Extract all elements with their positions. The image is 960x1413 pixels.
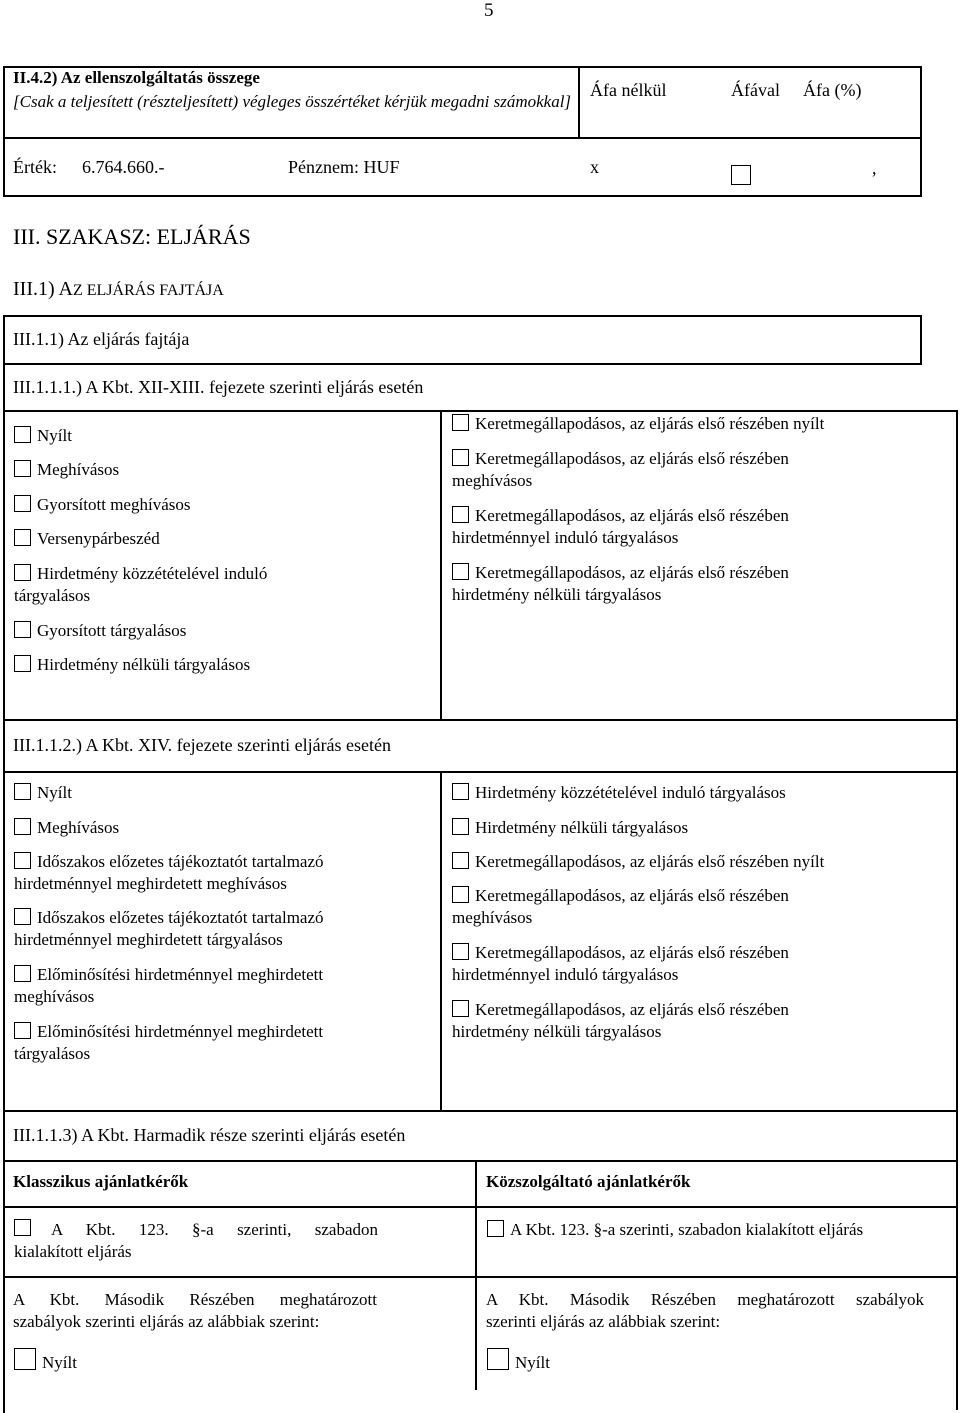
col-gross-label: Áfával xyxy=(731,80,780,100)
gross-checkbox[interactable] xyxy=(731,165,757,188)
option-label-cont: tárgyalásos xyxy=(14,586,91,605)
iii111-opt-keret-nyilt[interactable] xyxy=(452,413,824,435)
iii111-opt-meghivasos[interactable] xyxy=(14,459,119,481)
option-label: Gyorsított meghívásos xyxy=(37,495,191,514)
option-label-cont: meghívásos xyxy=(452,908,533,927)
checkbox[interactable] xyxy=(14,818,31,835)
option-label-cont: tárgyalásos xyxy=(14,1044,91,1063)
checkbox[interactable] xyxy=(14,621,31,638)
net-mark: x xyxy=(590,157,599,177)
iii111-opt-keret-hirdetmeny-nelkuli[interactable] xyxy=(452,562,789,606)
iii112-opt-idoszakos-targyalasos[interactable] xyxy=(14,907,324,951)
value-label: Érték: xyxy=(13,157,57,177)
section-ii42-note: [Csak a teljesített (részteljesített) végleges összértéket kérjük megadni számokkal] xyxy=(13,92,572,111)
option-label: A Kbt. 123. §-a szerinti, szabadon xyxy=(51,1220,378,1239)
iii113-left-text xyxy=(13,1289,377,1333)
section-iii1-prefix: III.1) A xyxy=(13,278,73,300)
option-label: Hirdetmény nélküli tárgyalásos xyxy=(475,818,689,837)
checkbox[interactable] xyxy=(14,1022,31,1039)
option-label-cont: hirdetmény nélküli tárgyalásos xyxy=(452,1022,662,1041)
vat-comma: , xyxy=(872,158,877,178)
checkbox[interactable] xyxy=(452,414,469,431)
iii112-opt-elominositesi-targyalasos[interactable] xyxy=(14,1021,323,1065)
checkbox[interactable] xyxy=(14,426,31,443)
checkbox[interactable] xyxy=(452,783,469,800)
checkbox[interactable] xyxy=(14,495,31,512)
checkbox[interactable] xyxy=(14,529,31,546)
checkbox[interactable] xyxy=(452,886,469,903)
section-ii42-title: II.4.2) Az ellenszolgáltatás összege xyxy=(13,68,260,87)
checkbox[interactable] xyxy=(14,965,31,982)
option-label: Hirdetmény nélküli tárgyalásos xyxy=(37,655,251,674)
option-label-cont: meghívásos xyxy=(14,987,95,1006)
checkbox[interactable] xyxy=(14,852,31,869)
iii112-opt-keret-meghivasos[interactable] xyxy=(452,885,789,929)
option-label: Keretmegállapodásos, az eljárás első részében nyílt xyxy=(475,414,825,433)
iii111-opt-keret-hirdetmennyel[interactable] xyxy=(452,505,789,549)
left-text-line1: A Kbt. Második Részében meghatározott xyxy=(13,1290,377,1309)
right-text-line1: A Kbt. Második Részében meghatározott szabályok xyxy=(486,1290,924,1309)
checkbox[interactable] xyxy=(14,783,31,800)
option-label-cont: meghívásos xyxy=(452,471,533,490)
option-label: Hirdetmény közzétételével induló tárgyalásos xyxy=(475,783,786,802)
option-label: Versenypárbeszéd xyxy=(37,529,160,548)
iii111-opt-keret-meghivasos[interactable] xyxy=(452,448,789,492)
checkbox[interactable] xyxy=(452,563,469,580)
option-label: Keretmegállapodásos, az eljárás első részében xyxy=(475,1000,789,1019)
iii111-opt-hirdetmeny-kozz[interactable] xyxy=(14,563,267,607)
checkbox[interactable] xyxy=(14,1348,36,1370)
checkbox[interactable] xyxy=(487,1348,509,1370)
option-label: Meghívásos xyxy=(37,818,120,837)
iii112-opt-hirdetmeny-kozz[interactable] xyxy=(452,782,786,804)
iii112-opt-keret-hirdetmennyel[interactable] xyxy=(452,942,789,986)
section-iii-title: III. SZAKASZ: ELJÁRÁS xyxy=(13,224,251,249)
option-label: Keretmegállapodásos, az eljárás első részében xyxy=(475,449,789,468)
checkbox[interactable] xyxy=(452,818,469,835)
option-label: Nyílt xyxy=(42,1353,77,1372)
checkbox[interactable] xyxy=(452,506,469,523)
option-label-cont: hirdetménnyel meghirdetett meghívásos xyxy=(14,874,287,893)
col-net-label: Áfa nélkül xyxy=(590,80,667,100)
iii11-title: III.1.1) Az eljárás fajtája xyxy=(13,329,190,349)
iii112-opt-meghivasos[interactable] xyxy=(14,817,119,839)
left-text-line2: szabályok szerinti eljárás az alábbiak szerint: xyxy=(13,1312,320,1331)
iii112-opt-keret-nyilt[interactable] xyxy=(452,851,824,873)
iii113-right-opt-szabadon[interactable] xyxy=(487,1219,863,1241)
iii113-right-text xyxy=(486,1289,924,1333)
option-label: Keretmegállapodásos, az eljárás első részében xyxy=(475,506,789,525)
iii113-left-opt-szabadon[interactable] xyxy=(14,1219,378,1263)
iii112-title: III.1.1.2.) A Kbt. XIV. fejezete szerinti eljárás esetén xyxy=(13,735,392,755)
option-label: Keretmegállapodásos, az eljárás első részében xyxy=(475,886,789,905)
section-iii1-title xyxy=(13,278,224,301)
checkbox[interactable] xyxy=(452,449,469,466)
value-amount: 6.764.660.- xyxy=(82,157,165,177)
option-label: Előminősítési hirdetménnyel meghirdetett xyxy=(37,965,324,984)
iii111-opt-gyors-targyalasos[interactable] xyxy=(14,620,186,642)
option-label: Hirdetmény közzétételével induló xyxy=(37,564,268,583)
option-label: Előminősítési hirdetménnyel meghirdetett xyxy=(37,1022,324,1041)
checkbox[interactable] xyxy=(452,943,469,960)
checkbox[interactable] xyxy=(14,460,31,477)
checkbox[interactable] xyxy=(487,1220,504,1237)
option-label: Keretmegállapodásos, az eljárás első részében xyxy=(475,943,789,962)
iii111-opt-versenyparbeszed[interactable] xyxy=(14,528,160,550)
iii111-opt-hirdetmeny-nelkuli[interactable] xyxy=(14,654,250,676)
checkbox[interactable] xyxy=(14,908,31,925)
utility-contracting-authorities-heading: Közszolgáltató ajánlatkérők xyxy=(486,1172,691,1191)
iii113-title: III.1.1.3) A Kbt. Harmadik része szerinti eljárás esetén xyxy=(13,1125,406,1145)
checkbox[interactable] xyxy=(452,852,469,869)
option-label: Nyílt xyxy=(37,783,72,802)
option-label: Nyílt xyxy=(515,1353,550,1372)
currency-label: Pénznem: HUF xyxy=(288,157,400,177)
iii111-title: III.1.1.1.) A Kbt. XII-XIII. fejezete szerinti eljárás esetén xyxy=(13,377,424,397)
col-vat-label: Áfa (%) xyxy=(803,80,862,100)
section-iii1-rest: Z ELJÁRÁS FAJTÁJA xyxy=(72,282,224,299)
page-number: 5 xyxy=(484,0,494,21)
iii112-opt-elominositesi-meghivasos[interactable] xyxy=(14,964,323,1008)
checkbox[interactable] xyxy=(14,655,31,672)
checkbox[interactable] xyxy=(452,1000,469,1017)
right-text-line2: szerinti eljárás az alábbiak szerint: xyxy=(486,1312,721,1331)
option-label: A Kbt. 123. §-a szerinti, szabadon kialakított eljárás xyxy=(510,1220,864,1239)
option-label-cont: kialakított eljárás xyxy=(14,1242,132,1261)
iii112-opt-idoszakos-meghivasos[interactable] xyxy=(14,851,324,895)
option-label: Gyorsított tárgyalásos xyxy=(37,621,187,640)
iii112-opt-keret-hirdetmeny-nelkuli[interactable] xyxy=(452,999,789,1043)
option-label-cont: hirdetménnyel meghirdetett tárgyalásos xyxy=(14,930,283,949)
option-label: Keretmegállapodásos, az eljárás első részében nyílt xyxy=(475,852,825,871)
option-label: Keretmegállapodásos, az eljárás első részében xyxy=(475,563,789,582)
iii112-opt-nyilt[interactable] xyxy=(14,782,72,804)
iii113-right-opt-nyilt[interactable] xyxy=(487,1348,550,1374)
iii112-opt-hirdetmeny-nelkuli[interactable] xyxy=(452,817,688,839)
option-label: Időszakos előzetes tájékoztatót tartalmazó xyxy=(37,852,324,871)
classic-contracting-authorities-heading: Klasszikus ajánlatkérők xyxy=(13,1172,189,1191)
option-label: Nyílt xyxy=(37,426,72,445)
option-label-cont: hirdetmény nélküli tárgyalásos xyxy=(452,585,662,604)
iii111-opt-gyors-meghivasos[interactable] xyxy=(14,494,190,516)
option-label: Időszakos előzetes tájékoztatót tartalmazó xyxy=(37,908,324,927)
option-label-cont: hirdetménnyel induló tárgyalásos xyxy=(452,965,679,984)
checkbox[interactable] xyxy=(14,1219,31,1236)
iii111-opt-nyilt[interactable] xyxy=(14,425,72,447)
option-label-cont: hirdetménnyel induló tárgyalásos xyxy=(452,528,679,547)
iii113-left-opt-nyilt[interactable] xyxy=(14,1348,77,1374)
checkbox[interactable] xyxy=(14,564,31,581)
option-label: Meghívásos xyxy=(37,460,120,479)
